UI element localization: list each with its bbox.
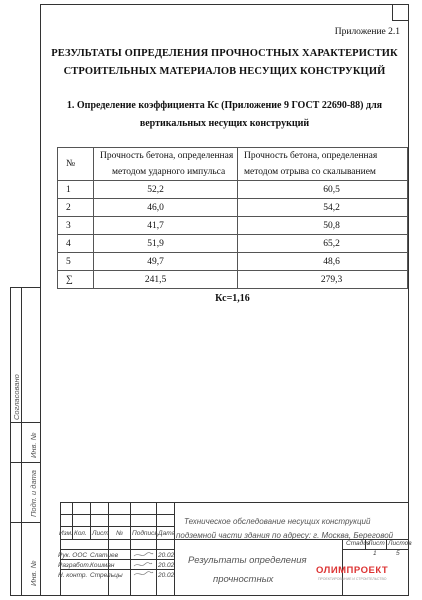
title-block-line xyxy=(386,539,387,549)
razrab-date: 20.02 xyxy=(158,562,175,569)
title-line-1: РЕЗУЛЬТАТЫ ОПРЕДЕЛЕНИЯ ПРОЧНОСТНЫХ ХАРАКТЕРИСТИК xyxy=(51,48,398,59)
nkontr-date: 20.02 xyxy=(158,572,175,579)
company-logo: ОЛИМПРОЕКТ xyxy=(316,565,389,576)
row-num: 4 xyxy=(58,235,94,253)
table-row xyxy=(58,199,408,217)
izm-label: Изм. xyxy=(59,530,73,537)
row-pullout-value: 65,2 xyxy=(238,235,408,253)
table-row xyxy=(58,217,408,235)
table-row xyxy=(58,181,408,199)
section-heading-line-2: вертикальных несущих конструкций xyxy=(139,118,310,129)
table-row xyxy=(58,253,408,271)
stadia-label: Стадия xyxy=(346,540,371,547)
listov-label: Листов xyxy=(388,540,412,547)
side-stamp-line xyxy=(11,462,40,463)
side-stamp-line xyxy=(11,522,40,523)
row-pullout-value: 54,2 xyxy=(238,199,408,217)
title-block-line xyxy=(174,502,175,596)
title-block-line xyxy=(90,502,91,539)
row-pullout-value: 60,5 xyxy=(238,181,408,199)
signatures-icon xyxy=(132,550,154,578)
side-stamp-line xyxy=(11,422,40,423)
row-num: 2 xyxy=(58,199,94,217)
header-pullout-line-2: методом отрыва со скалыванием xyxy=(244,167,376,177)
data-label: Дата xyxy=(158,530,176,537)
sheet-title-line-2: прочностных xyxy=(213,574,274,585)
row-num: 3 xyxy=(58,217,94,235)
title-line-2: СТРОИТЕЛЬНЫХ МАТЕРИАЛОВ НЕСУЩИХ КОНСТРУКЦИЙ xyxy=(63,66,386,77)
side-sign-date-label: Подп. и дата xyxy=(29,470,38,517)
row-impulse-value: 46,0 xyxy=(94,199,238,217)
ruk-date: 20.02 xyxy=(158,552,175,559)
kc-result: Кс=1,16 xyxy=(215,293,250,304)
podpis-label: Подпись xyxy=(132,530,158,537)
row-impulse-value: 52,2 xyxy=(94,181,238,199)
kol-label: Кол. xyxy=(74,530,87,537)
header-pullout-line-1: Прочность бетона, определенная xyxy=(244,151,378,161)
sum-symbol: ∑ xyxy=(58,271,94,289)
sheet-title-line-1: Результаты определения xyxy=(188,555,307,566)
row-impulse-value: 49,7 xyxy=(94,253,238,271)
ruk-role: Рук. ООС xyxy=(58,552,88,559)
row-impulse-value: 41,7 xyxy=(94,217,238,235)
header-impulse-line-2: методом ударного импульса xyxy=(112,167,226,177)
section-heading xyxy=(40,97,409,133)
table-sum-row xyxy=(58,271,408,289)
row-impulse-value: 51,9 xyxy=(94,235,238,253)
header-pullout xyxy=(238,148,408,181)
ruk-name: Слатиев xyxy=(90,552,119,559)
document-title-line-1: Техническое обследование несущих конструкций xyxy=(184,517,371,526)
row-pullout-value: 50,8 xyxy=(238,217,408,235)
company-tagline: ПРОЕКТИРОВАНИЕ И СТРОИТЕЛЬСТВО xyxy=(318,577,387,581)
list2-label: Лист xyxy=(368,540,385,547)
table-row xyxy=(58,235,408,253)
document-title-line-2: подземной части здания по адресу: г. Москва, Береговой xyxy=(176,531,394,540)
nkontr-name: Стрельцы xyxy=(90,572,123,579)
header-num: № xyxy=(58,148,94,181)
listov-value: 5 xyxy=(396,550,400,557)
title-block-line xyxy=(108,502,109,596)
appendix-label: Приложение 2.1 xyxy=(334,27,400,37)
corner-box xyxy=(392,4,409,21)
doc-num-label: № xyxy=(116,530,124,537)
razrab-role: Разработ. xyxy=(58,562,91,569)
sum-impulse-value: 241,5 xyxy=(94,271,238,289)
header-impulse xyxy=(94,148,238,181)
section-heading-line-1: 1. Определение коэффициента Кс (Приложение 9 ГОСТ 22690-88) для xyxy=(66,100,383,111)
page-title xyxy=(40,45,409,81)
list-value: 1 xyxy=(373,550,377,557)
sum-pullout-value: 279,3 xyxy=(238,271,408,289)
header-impulse-line-1: Прочность бетона, определенная xyxy=(100,151,234,161)
nkontr-role: Н. контр. xyxy=(58,572,88,579)
table-header-row xyxy=(58,148,408,181)
side-agreed-label: Согласовано xyxy=(12,374,21,420)
row-num: 5 xyxy=(58,253,94,271)
side-inv2-label: Инв. № xyxy=(29,560,38,586)
side-inv-label: Инв. № xyxy=(29,432,38,458)
row-pullout-value: 48,6 xyxy=(238,253,408,271)
list-label: Лист xyxy=(92,530,109,537)
title-block-line xyxy=(156,502,157,596)
side-stamp-divider xyxy=(21,288,22,595)
title-block-line xyxy=(60,502,61,596)
strength-table xyxy=(57,147,408,289)
row-num: 1 xyxy=(58,181,94,199)
razrab-name: Кошман xyxy=(90,562,115,569)
title-block-border xyxy=(60,502,409,503)
title-block-line xyxy=(130,502,131,596)
